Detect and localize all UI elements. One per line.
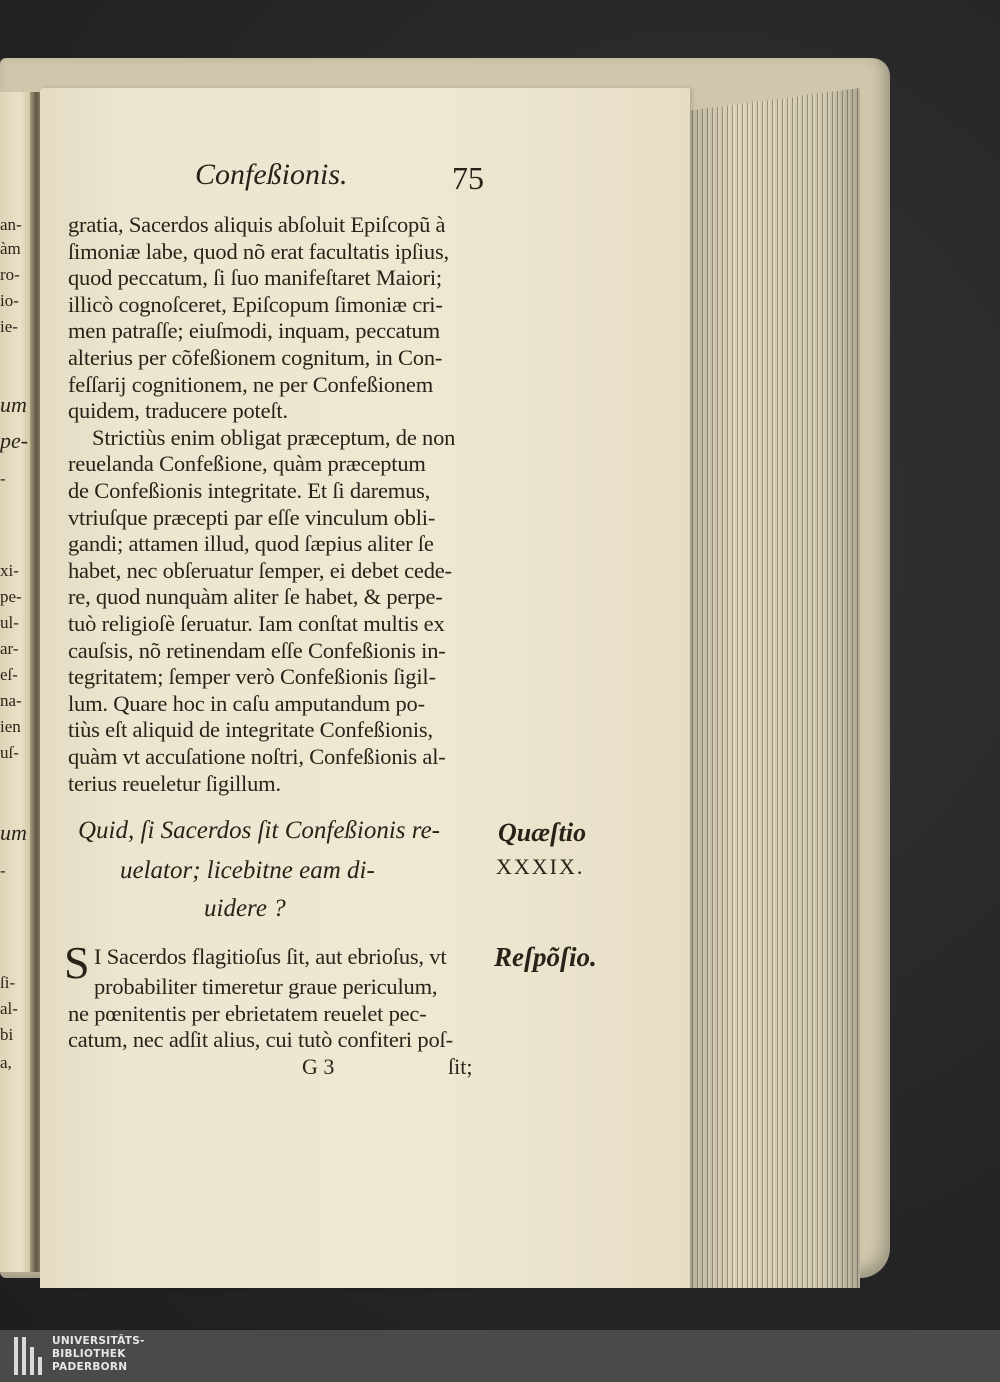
body-line: vtriuſque præcepti par eſſe vinculum obli- xyxy=(68,504,436,530)
institution-line: PADERBORN xyxy=(52,1361,128,1373)
question-line: Quid, ſi Sacerdos ſit Confeßionis re- xyxy=(78,817,441,844)
left-fragment: bi xyxy=(0,1025,14,1044)
body-line: ſimoniæ labe, quod nõ erat facultatis ipſius, xyxy=(68,238,449,264)
left-fragment: ſi- xyxy=(0,973,16,992)
margin-question-number: XXXIX. xyxy=(496,854,585,879)
left-fragment: al- xyxy=(0,999,18,1018)
body-line: quàm vt accuſatione noſtri, Confeßionis al- xyxy=(68,744,446,769)
left-fragment: - xyxy=(0,469,6,488)
library-logo-icon xyxy=(14,1337,44,1375)
left-fragment: um xyxy=(0,820,27,845)
body-line: men patraſſe; eiuſmodi, inquam, peccatum xyxy=(68,318,440,344)
left-fragment: ul- xyxy=(0,613,19,632)
institution-name xyxy=(52,1335,145,1374)
left-fragment: an- xyxy=(0,215,22,234)
body-line: habet, nec obſeruatur ſemper, ei debet cede- xyxy=(68,557,452,583)
body-line: feſſarij cognitionem, ne per Confeßionem xyxy=(68,371,434,397)
body-line: alterius per cõfeßionem cognitum, in Con- xyxy=(68,345,443,370)
fore-edge-shade xyxy=(680,88,860,1288)
left-fragment: pe- xyxy=(0,587,22,606)
answer-line: catum, nec adſit alius, cui tutò confiteri poſ- xyxy=(68,1027,453,1052)
answer-line: I Sacerdos flagitioſus ſit, aut ebrioſus, vt xyxy=(94,944,447,969)
answer-line: probabiliter timeretur graue periculum, xyxy=(94,974,438,999)
body-line: quidem, traducere poteſt. xyxy=(68,398,288,424)
body-line: tuò religioſè ſeruatur. Iam conſtat multis ex xyxy=(68,611,445,636)
left-fragment: ien xyxy=(0,717,21,736)
margin-question-label: Quæſtio xyxy=(498,818,587,847)
left-fragment: ie- xyxy=(0,317,18,336)
answer-line: ne pœnitentis per ebrietatem reuelet pec- xyxy=(68,1001,427,1026)
margin-answer-label: Reſpõſio. xyxy=(494,942,597,972)
left-page xyxy=(0,92,34,1272)
left-fragment: um xyxy=(0,392,27,417)
body-line: lum. Quare hoc in caſu amputandum po- xyxy=(68,690,425,716)
page-number: 75 xyxy=(452,160,484,196)
left-fragment: eſ- xyxy=(0,665,18,684)
institution-line: UNIVERSITÄTS- xyxy=(52,1335,145,1347)
body-line: Strictiùs enim obligat præceptum, de non xyxy=(92,424,456,450)
body-line: terius reueletur ſigillum. xyxy=(68,770,281,796)
institution-line: BIBLIOTHEK xyxy=(52,1348,126,1360)
body-line: tiùs eſt aliquid de integritate Confeßionis, xyxy=(68,717,433,743)
drop-capital: S xyxy=(64,937,90,988)
left-fragment: àm xyxy=(0,239,21,258)
left-fragment: io- xyxy=(0,291,19,310)
left-fragment: na- xyxy=(0,691,22,710)
left-fragment: - xyxy=(0,861,6,880)
question-line: uelator; licebitne eam di- xyxy=(120,857,375,884)
left-fragment: xi- xyxy=(0,561,19,580)
body-line: reuelanda Confeßione, quàm præceptum xyxy=(68,451,426,477)
body-line: gandi; attamen illud, quod ſæpius aliter ſe xyxy=(68,531,434,557)
body-line: quod peccatum, ſi ſuo manifeſtaret Maiori; xyxy=(68,265,442,291)
question-line: uidere ? xyxy=(204,895,286,922)
catchword: ſit; xyxy=(448,1054,473,1079)
left-fragment: ar- xyxy=(0,639,19,658)
left-fragment: pe- xyxy=(0,428,29,453)
body-line: illicò cognoſceret, Epiſcopum ſimoniæ cri- xyxy=(68,291,443,317)
left-fragment: uſ- xyxy=(0,743,19,762)
body-line: cauſsis, nõ retinendam eſſe Confeßionis in- xyxy=(68,637,446,663)
running-head: Confeßionis. xyxy=(195,158,348,191)
body-line: de Confeßionis integritate. Et ſi daremus, xyxy=(68,478,431,503)
footer-bar xyxy=(0,1330,1000,1382)
signature-mark: G 3 xyxy=(302,1054,335,1079)
body-line: gratia, Sacerdos aliquis abſoluit Epiſcopũ à xyxy=(68,212,446,237)
body-line: re, quod nunquàm aliter ſe habet, & perpe- xyxy=(68,584,443,610)
left-fragment: a, xyxy=(0,1053,12,1072)
body-line: tegritatem; ſemper verò Confeßionis ſigil- xyxy=(68,664,436,690)
left-fragment: ro- xyxy=(0,265,20,284)
